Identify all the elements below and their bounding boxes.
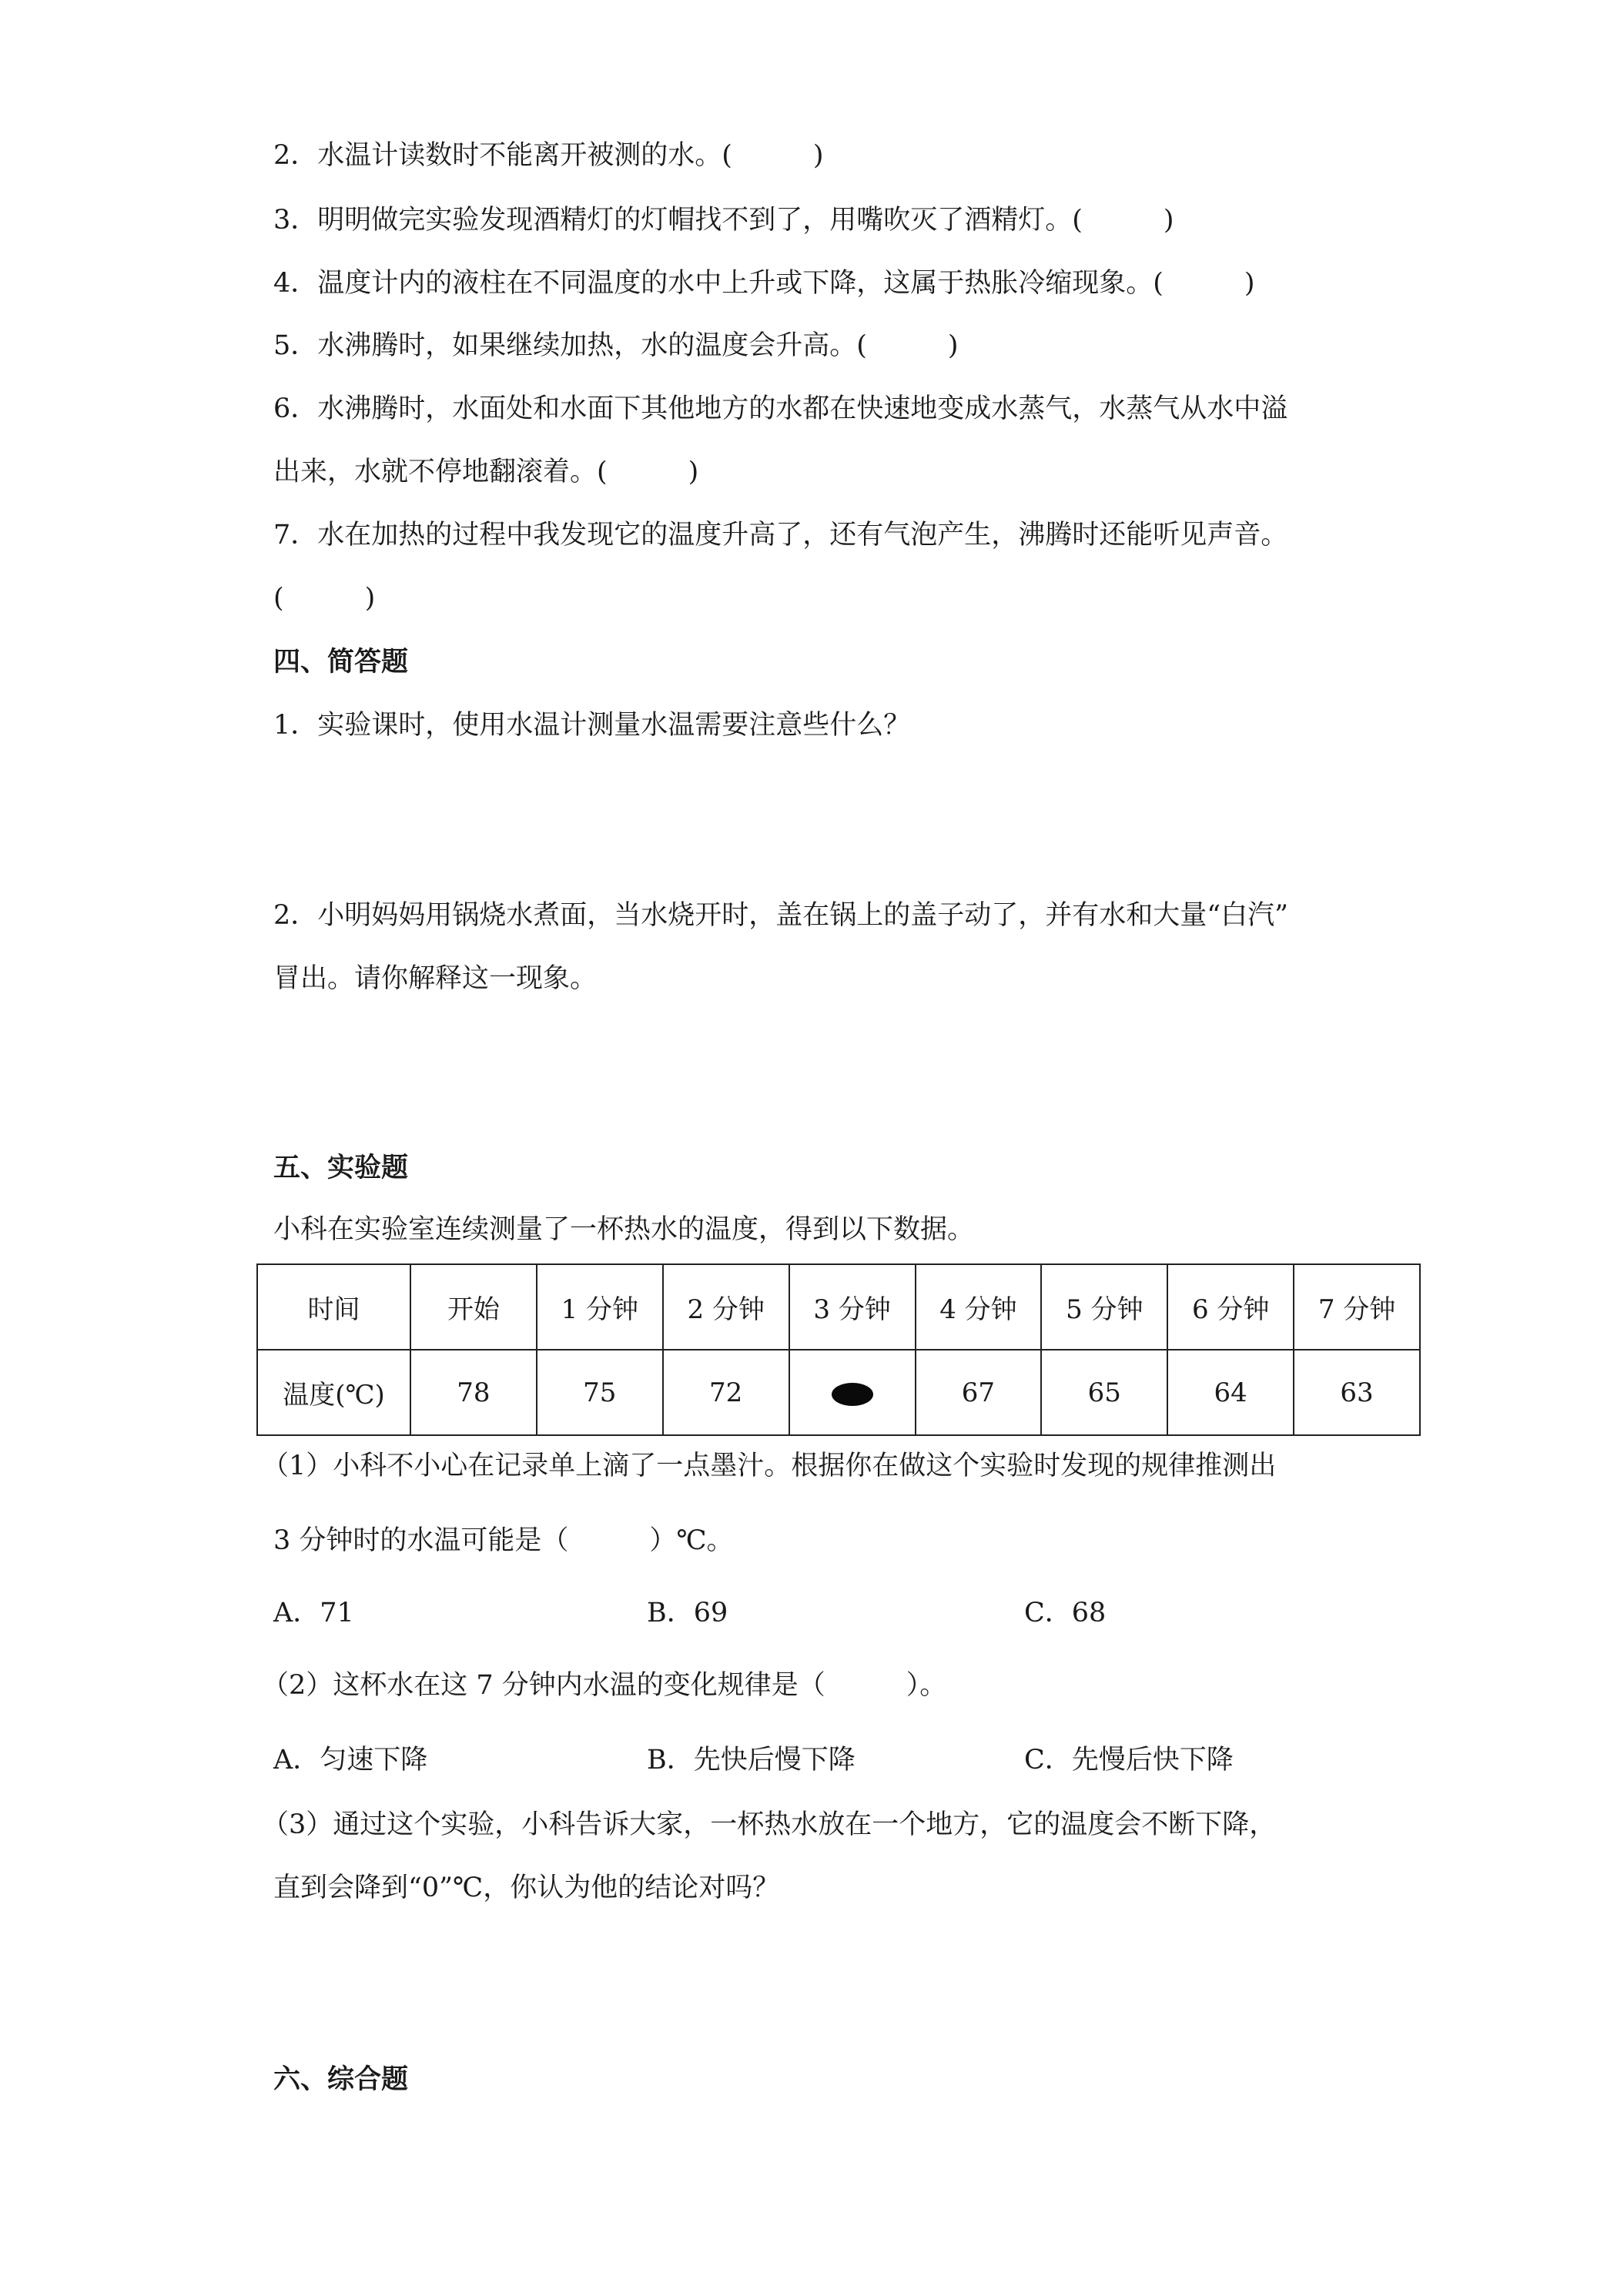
- judgment-q3: 3．明明做完实验发现酒精灯的灯帽找不到了，用嘴吹灭了酒精灯。( ): [273, 205, 1174, 236]
- table-cell: 75: [537, 1350, 663, 1435]
- table-header-cell: 2 分钟: [663, 1264, 789, 1350]
- short-answer-q1: 1．实验课时，使用水温计测量水温需要注意些什么？: [273, 710, 911, 741]
- table-header-cell: 6 分钟: [1167, 1264, 1294, 1350]
- experiment-q1-line2: 3 分钟时的水温可能是（ ）℃。: [273, 1525, 734, 1556]
- judgment-q6-line1: 6．水沸腾时，水面处和水面下其他地方的水都在快速地变成水蒸气，水蒸气从水中溢: [273, 393, 1288, 424]
- table-cell: 72: [663, 1350, 789, 1435]
- table-row-label: 温度(℃): [257, 1350, 410, 1435]
- table-cell: 67: [916, 1350, 1042, 1435]
- q2-option-a: A．匀速下降: [273, 1745, 428, 1776]
- judgment-q2: 2．水温计读数时不能离开被测的水。( ): [273, 140, 824, 171]
- table-cell: 65: [1041, 1350, 1167, 1435]
- table-header-cell: 3 分钟: [789, 1264, 916, 1350]
- q1-option-b: B．69: [647, 1598, 728, 1628]
- experiment-q3-line1: （3）通过这个实验，小科告诉大家，一杯热水放在一个地方，它的温度会不断下降，: [262, 1809, 1277, 1840]
- experiment-q2: （2）这杯水在这 7 分钟内水温的变化规律是（ ）。: [262, 1670, 947, 1701]
- judgment-q6-line2: 出来，水就不停地翻滚着。( ): [273, 457, 699, 487]
- short-answer-q2-line2: 冒出。请你解释这一现象。: [273, 963, 598, 994]
- table-header-cell: 时间: [257, 1264, 410, 1350]
- judgment-q4: 4．温度计内的液柱在不同温度的水中上升或下降，这属于热胀冷缩现象。( ): [273, 268, 1255, 299]
- table-cell: 78: [410, 1350, 537, 1435]
- q1-option-c: C．68: [1024, 1598, 1107, 1628]
- experiment-intro: 小科在实验室连续测量了一杯热水的温度，得到以下数据。: [273, 1214, 975, 1245]
- judgment-q7-line1: 7．水在加热的过程中我发现它的温度升高了，还有气泡产生，沸腾时还能听见声音。: [273, 520, 1288, 551]
- temperature-table: [256, 1263, 1421, 1436]
- table-row: [257, 1350, 1420, 1435]
- experiment-q3-line2: 直到会降到“0”℃，你认为他的结论对吗？: [273, 1873, 780, 1903]
- ink-blot-icon: [832, 1383, 873, 1406]
- table-header-cell: 4 分钟: [916, 1264, 1042, 1350]
- table-header-cell: 5 分钟: [1041, 1264, 1167, 1350]
- table-cell-ink-blot: [789, 1350, 916, 1435]
- table-header-cell: 1 分钟: [537, 1264, 663, 1350]
- experiment-q1-line1: （1）小科不小心在记录单上滴了一点墨汁。根据你在做这个实验时发现的规律推测出: [262, 1451, 1277, 1481]
- table-header-row: [257, 1264, 1420, 1350]
- section4-title: 四、简答题: [273, 647, 409, 678]
- judgment-q7-line2: ( ): [273, 583, 376, 614]
- judgment-q5: 5．水沸腾时，如果继续加热，水的温度会升高。( ): [273, 330, 959, 361]
- q2-option-c: C．先慢后快下降: [1024, 1745, 1234, 1776]
- table-cell: 63: [1294, 1350, 1420, 1435]
- table-cell: 64: [1167, 1350, 1294, 1435]
- short-answer-q2-line1: 2．小明妈妈用锅烧水煮面，当水烧开时，盖在锅上的盖子动了，并有水和大量“白汽”: [273, 900, 1289, 931]
- section5-title: 五、实验题: [273, 1153, 409, 1183]
- section6-title: 六、综合题: [273, 2064, 409, 2095]
- table-header-cell: 开始: [410, 1264, 537, 1350]
- q2-option-b: B．先快后慢下降: [647, 1745, 856, 1776]
- q1-option-a: A．71: [273, 1598, 354, 1628]
- table-header-cell: 7 分钟: [1294, 1264, 1420, 1350]
